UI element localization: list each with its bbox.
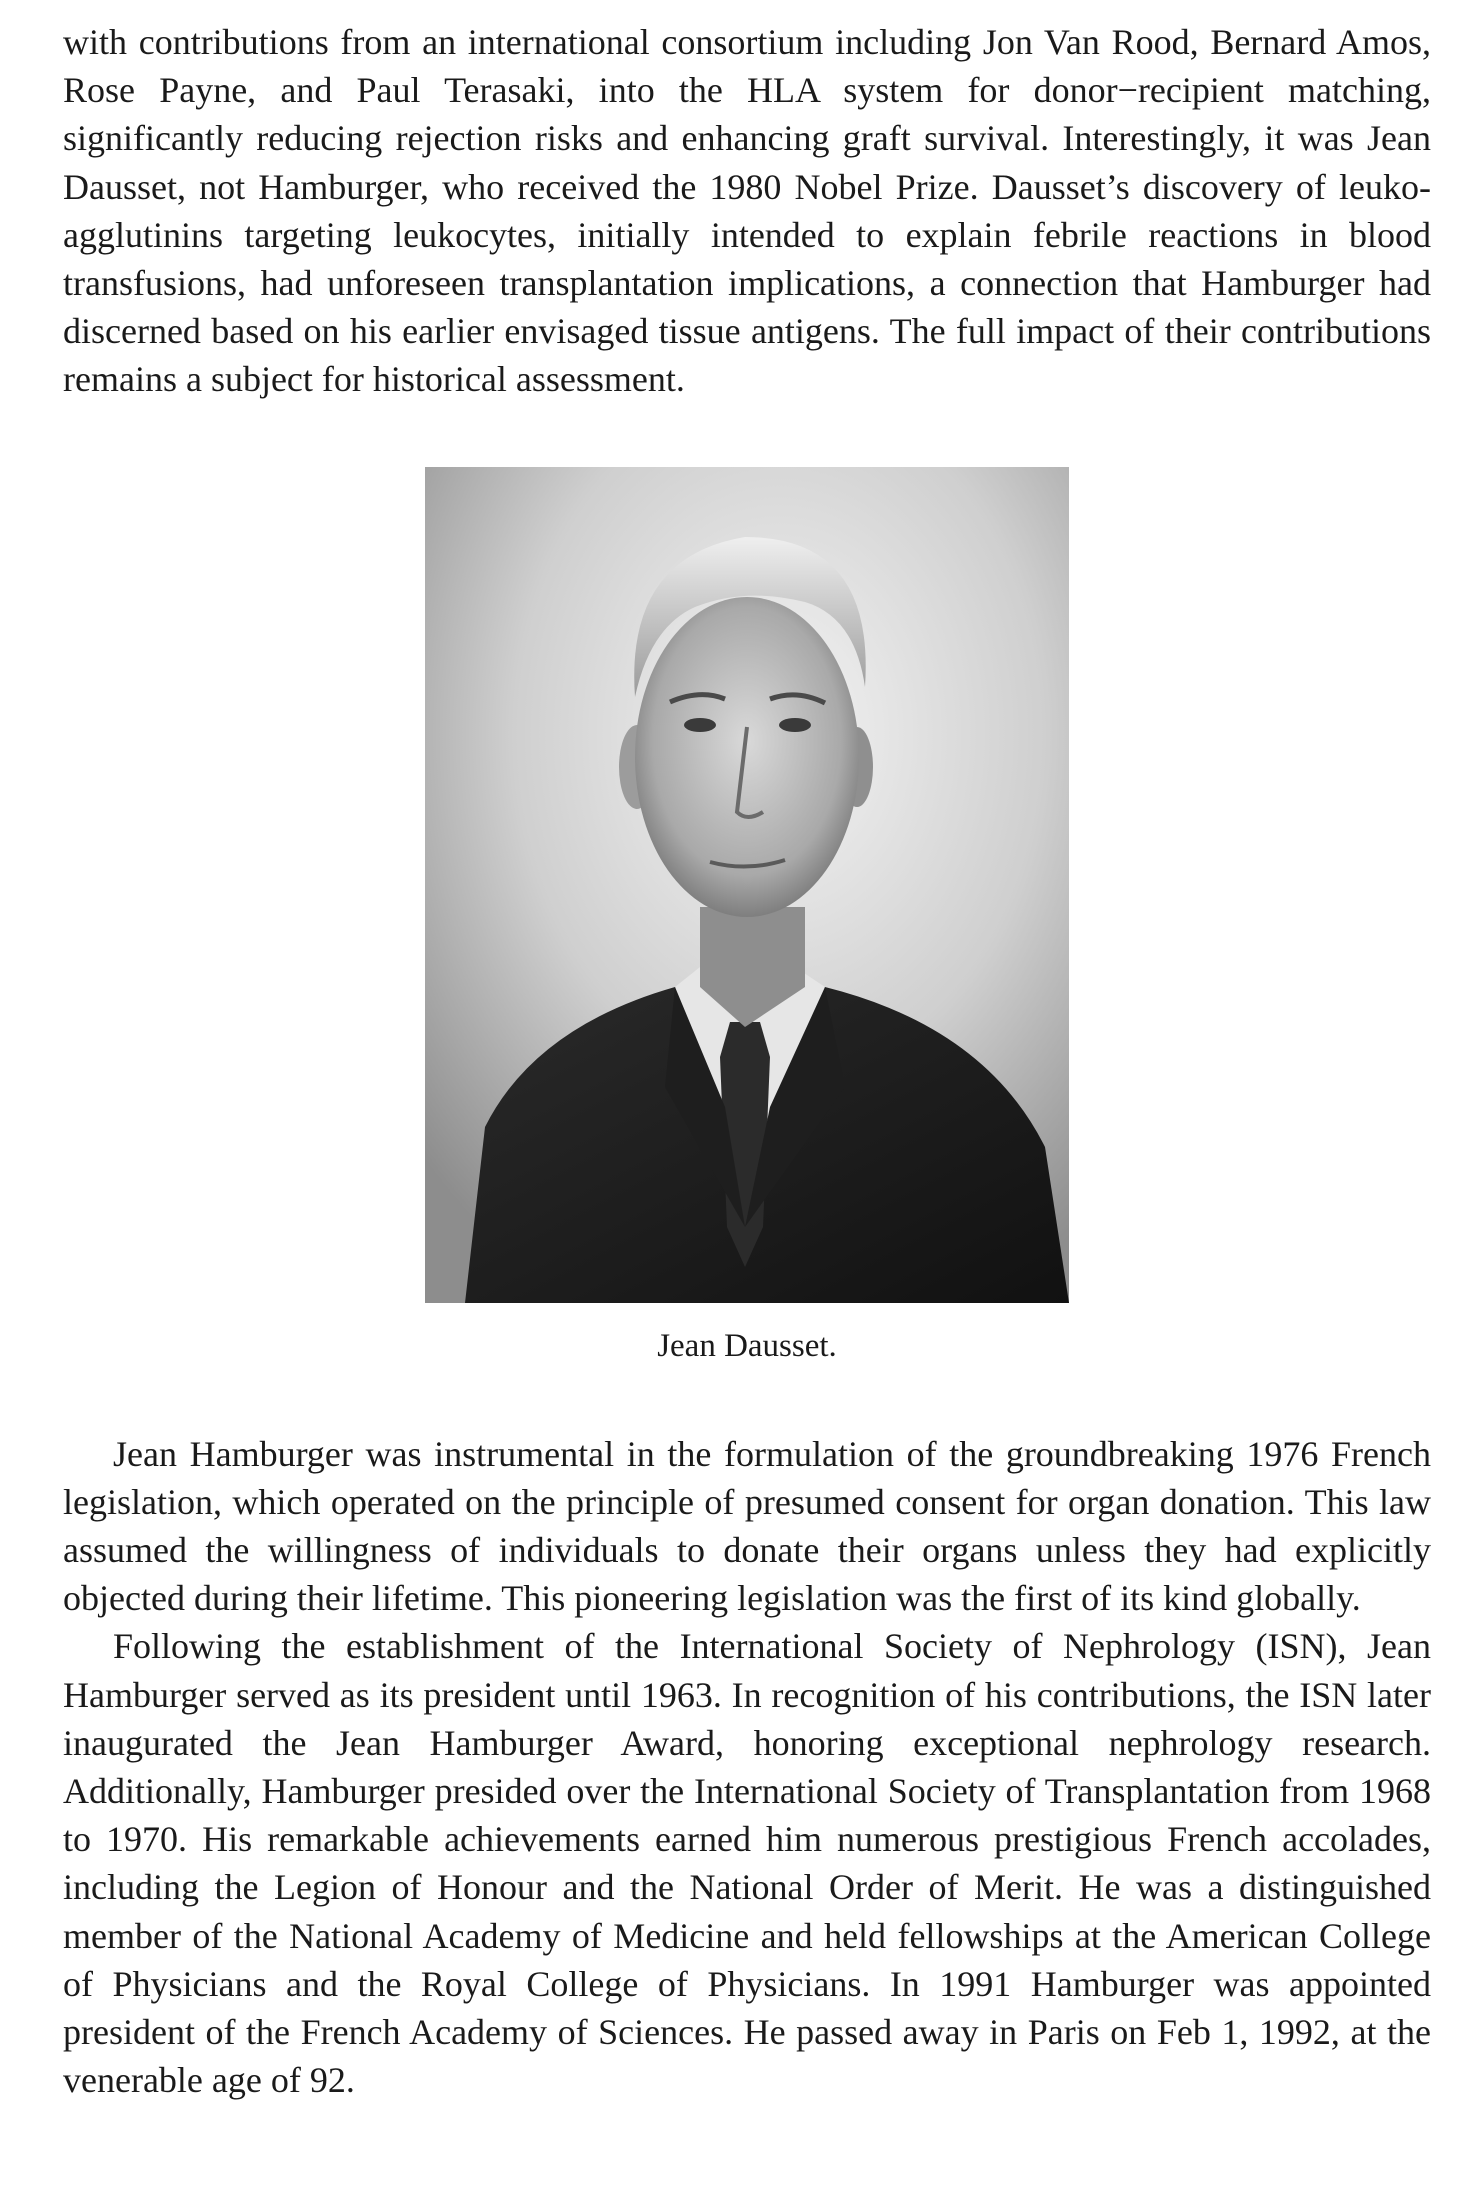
body-section [63, 1430, 1431, 2105]
document-page [63, 18, 1431, 2104]
body-paragraph-legislation: Jean Hamburger was instrumental in the formulation of the groundbreaking 1976 French legislation, which operated on the principle of presumed consent for organ donation. This law assumed the willingness of individuals to donate their organs unless they had explicitly objected during their lifetime. This pioneering legislation was the first of its kind globally. [63, 1433, 1431, 1619]
body-paragraph-continued: with contributions from an international consortium including Jon Van Rood, Bernard Amos, Rose Payne, and Paul Terasaki, into the HLA system for donor−recipient matching, significantly reducing rejection risks and enhancing graft survival. Interestingly, it was Jean Dausset, not Hamburger, who received the 1980 Nobel Prize. Dausset’s discovery of leuko-agglutinins targeting leukocytes, initially intended to explain febrile reactions in blood transfusions, had unforeseen transplantation implications, a connection that Hamburger had discerned based on his earlier envisaged tissue antigens. The full impact of their contributions remains a subject for historical assessment. [63, 22, 1431, 400]
portrait-photo [425, 467, 1069, 1303]
portrait-figure [425, 467, 1069, 1367]
figure-caption: Jean Dausset. [657, 1327, 837, 1364]
body-paragraph-isn: Following the establishment of the International Society of Nephrology (ISN), Jean Hamburger served as its president until 1963. In recognition of his contributions, the ISN later inaugurated the Jean Hamburger Award, honoring exceptional nephrology research. Additionally, Hamburger presided over the International Society of Transplantation from 1968 to 1970. His remarkable achievements earned him numerous prestigious French accolades, including the Legion of Honour and the National Order of Merit. He was a distinguished member of the National Academy of Medicine and held fellowships at the American College of Physicians and the Royal College of Physicians. In 1991 Hamburger was appointed president of the French Academy of Sciences. He passed away in Paris on Feb 1, 1992, at the venerable age of 92. [63, 1626, 1431, 2101]
